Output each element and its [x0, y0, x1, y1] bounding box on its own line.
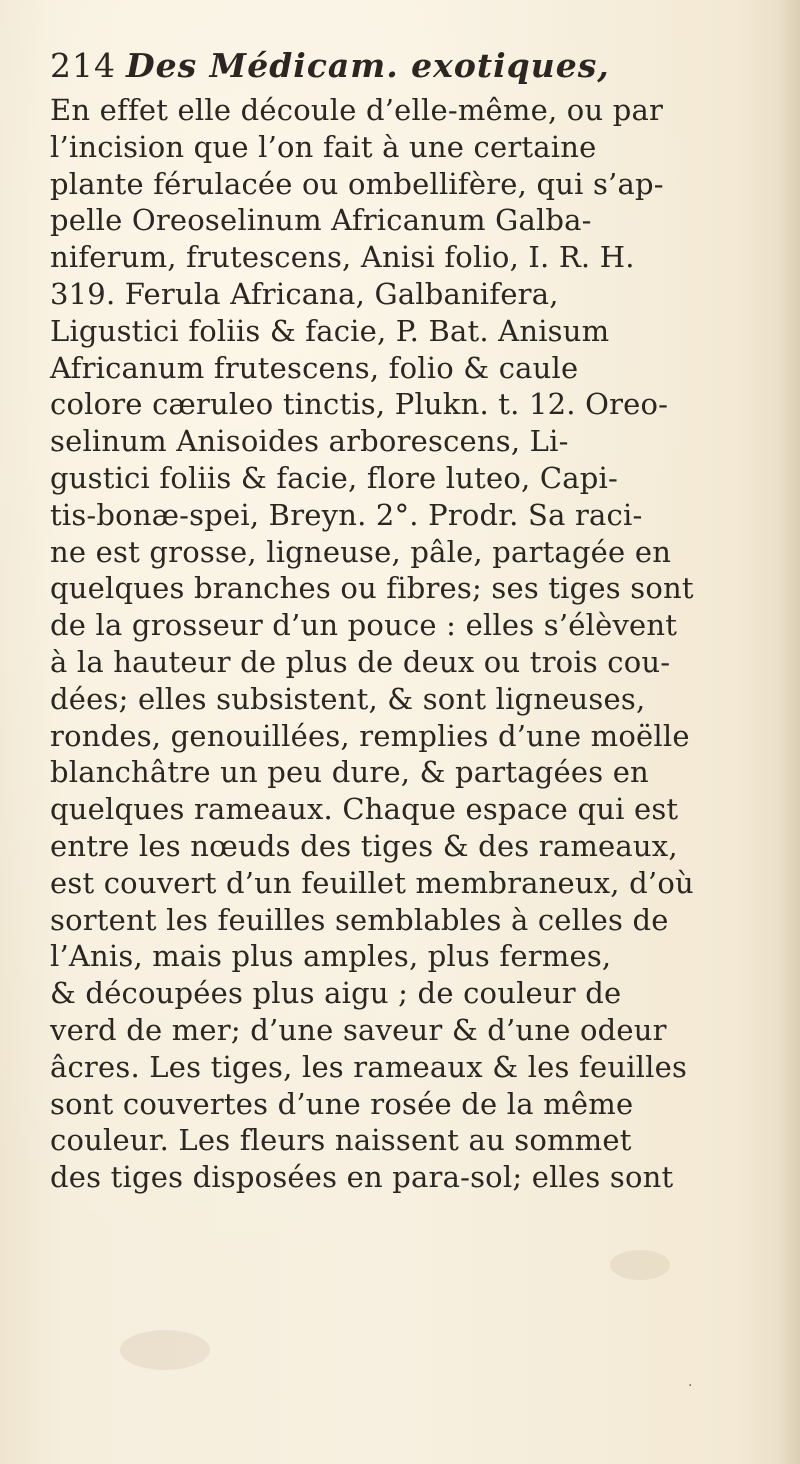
text-line: & découpées plus aigu ; de couleur de	[50, 976, 622, 1011]
text-line: niferum, frutescens, Anisi folio, I. R. H.	[50, 240, 635, 275]
text-line: Africanum frutescens, folio & caule	[50, 350, 579, 385]
text-line: gustici foliis & facie, flore luteo, Capi-	[50, 460, 618, 495]
text-line: dées; elles subsistent, & sont ligneuses,	[50, 681, 646, 716]
page-edge-shadow	[778, 0, 800, 1464]
text-line: de la grosseur d’un pouce : elles s’élèvent	[50, 608, 678, 643]
text-line: 319. Ferula Africana, Galbanifera,	[50, 276, 559, 311]
paper-stain	[610, 1250, 670, 1280]
text-line: sortent les feuilles semblables à celles de	[50, 902, 669, 937]
paper-stain	[120, 1330, 210, 1370]
text-line: quelques branches ou fibres; ses tiges sont	[50, 571, 694, 606]
running-header	[50, 40, 772, 92]
text-line: En effet elle découle d’elle-même, ou par	[50, 93, 664, 127]
page-text	[50, 40, 772, 1196]
text-line: l’Anis, mais plus amples, plus fermes,	[50, 939, 612, 974]
text-line: âcres. Les tiges, les rameaux & les feuilles	[50, 1049, 688, 1084]
text-line: plante férulacée ou ombellifère, qui s’ap-	[50, 166, 664, 201]
text-line: l’incision que l’on fait à une certaine	[50, 129, 597, 164]
text-line: tis-bonæ-spei, Breyn. 2°. Prodr. Sa raci-	[50, 497, 643, 532]
text-line: des tiges disposées en para-sol; elles sont	[50, 1160, 674, 1195]
text-line: Ligustici foliis & facie, P. Bat. Anisum	[50, 313, 610, 348]
text-line: couleur. Les fleurs naissent au sommet	[50, 1123, 632, 1158]
running-title: Des Médicam. exotiques,	[126, 46, 610, 85]
text-line: verd de mer; d’une saveur & d’une odeur	[50, 1012, 667, 1047]
text-line: blanchâtre un peu dure, & partagées en	[50, 755, 649, 790]
text-line: colore cæruleo tinctis, Plukn. t. 12. Oreo-	[50, 387, 669, 422]
text-line: rondes, genouillées, remplies d’une moëlle	[50, 718, 690, 753]
text-line: ne est grosse, ligneuse, pâle, partagée en	[50, 534, 672, 569]
stray-mark: ·	[688, 1378, 693, 1394]
text-line: pelle Oreoselinum Africanum Galba-	[50, 203, 592, 238]
text-line: entre les nœuds des tiges & des rameaux,	[50, 828, 678, 863]
text-line: quelques rameaux. Chaque espace qui est	[50, 792, 679, 827]
text-line: sont couvertes d’une rosée de la même	[50, 1086, 634, 1121]
page-number: 214	[50, 46, 116, 85]
text-line: est couvert d’un feuillet membraneux, d’où	[50, 865, 694, 900]
body-text	[50, 92, 772, 1196]
text-line: à la hauteur de plus de deux ou trois cou-	[50, 644, 671, 679]
text-line: selinum Anisoides arborescens, Li-	[50, 424, 569, 459]
